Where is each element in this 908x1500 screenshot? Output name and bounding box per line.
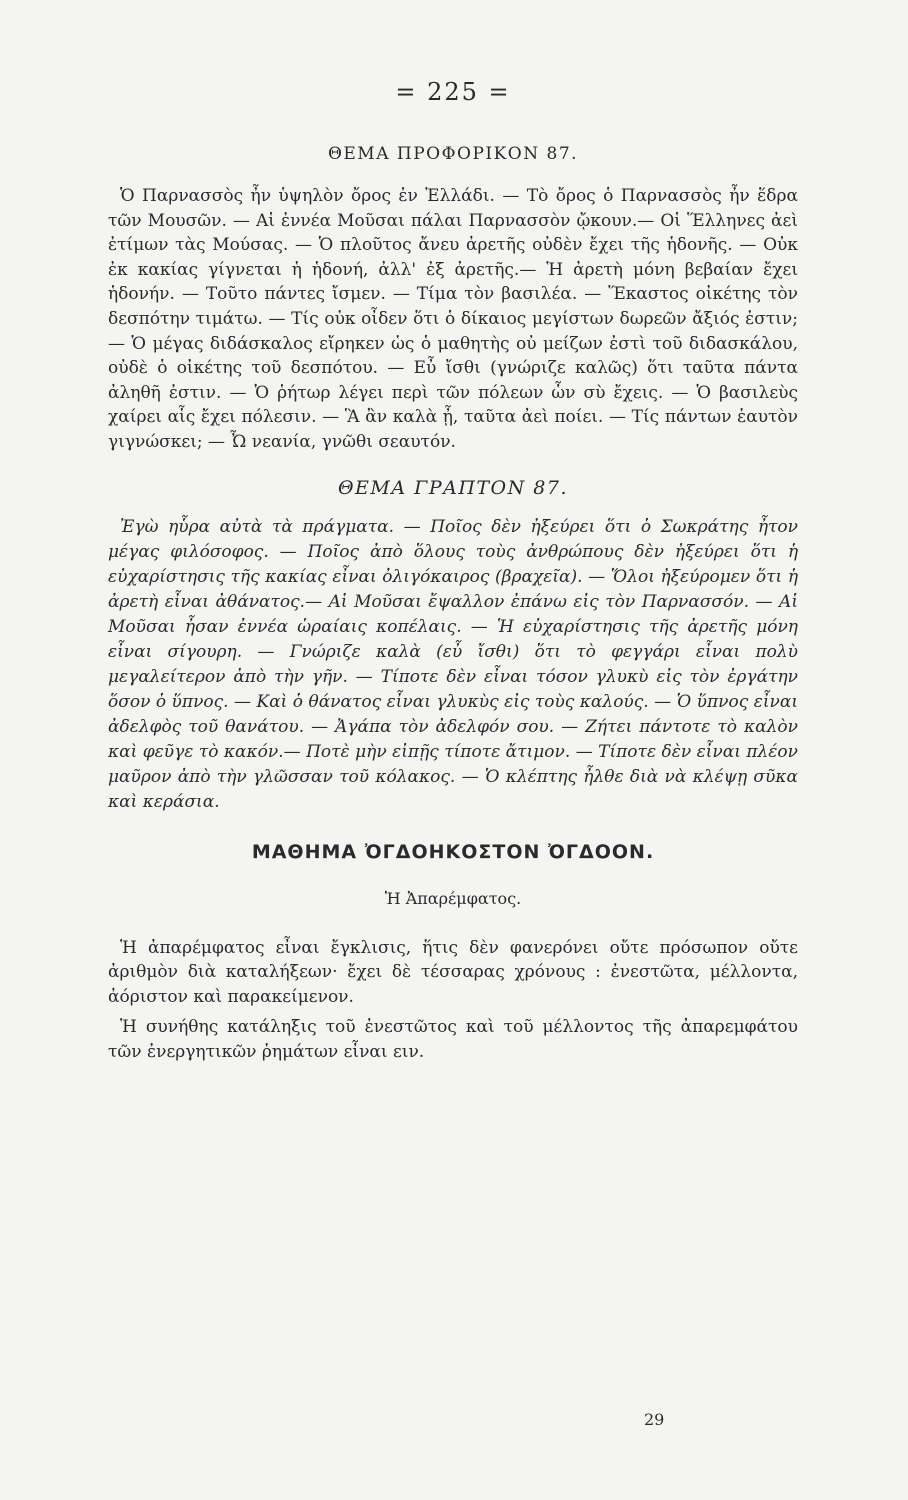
lesson-paragraph-2: Ἡ συνήθης κατάληξις τοῦ ἐνεστῶτος καὶ τοῦ μέλλοντος τῆς ἀπαρεμφάτου τῶν ἐνεργητικῶν ῥημάτων εἶναι ειν. — [108, 1017, 798, 1062]
document-page — [108, 68, 798, 1071]
oral-section-text: Ὁ Παρνασσὸς ἦν ὑψηλὸν ὄρος ἐν Ἑλλάδι. — Τὸ ὄρος ὁ Παρνασσὸς ἦν ἕδρα τῶν Μουσῶν. — Αἱ ἐννέα Μοῦσαι πάλαι Παρνασσὸν ᾤκουν.— Οἱ Ἕλληνες ἀεὶ ἐτίμων τὰς Μούσας. — Ὁ πλοῦτος ἄνευ ἀρετῆς οὐδὲν ἔχει τῆς ἡδονῆς. — Οὐκ ἐκ κακίας γίγνεται ἡ ἡδονή, ἀλλ' ἐξ ἀρετῆς.— Ἡ ἀρετὴ μόνη βεβαίαν ἔχει ἡδονήν. — Τοῦτο πάντες ἴσμεν. — Τίμα τὸν βασιλέα. — Ἕκαστος οἰκέτης τὸν δεσπότην τιμάτω. — Τίς οὐκ οἶδεν ὅτι ὁ δίκαιος μεγίστων δωρεῶν ἄξιός ἐστιν; — Ὁ μέγας διδάσκαλος εἴρηκεν ὡς ὁ μαθητὴς οὐ μείζων ἐστὶ τοῦ διδασκάλου, οὐδὲ ὁ οἰκέτης τοῦ δεσπότου. — Εὖ ἴσθι (γνώριζε καλῶς) ὅτι ταῦτα πάντα ἀληθῆ ἐστιν. — Ὁ ῥήτωρ λέγει περὶ τῶν πόλεων ὧν σὺ ἔχεις. — Ὁ βασιλεὺς χαίρει αἷς ἔχει πόλεσιν. — Ἃ ἂν καλὰ ᾖ, ταῦτα ἀεὶ ποίει. — Τίς πάντων ἑαυτὸν γιγνώσκει; — Ὦ νεανία, γνῶθι σεαυτόν. — [108, 186, 798, 452]
page-number: = 225 = — [395, 78, 511, 106]
lesson-paragraph-1: Ἡ ἀπαρέμφατος εἶναι ἔγκλισις, ἥτις δὲν φανερόνει οὔτε πρόσωπον οὔτε ἀριθμὸν διὰ καταλήξεων· ἔχει δὲ τέσσαρας χρόνους : ἐνεστῶτα, μέλλοντα, ἀόριστον καὶ παρακείμενον. — [108, 937, 798, 1007]
written-section-title: ΘΕΜΑ ΓΡΑΠΤΟΝ 87. — [337, 476, 569, 499]
lesson-subtitle: Ἡ Ἀπαρέμφατος. — [384, 888, 522, 908]
oral-section-title: ΘΕΜΑ ΠΡΟΦΟΡΙΚΟΝ 87. — [327, 144, 579, 164]
lesson-title: ΜΑΘΗΜΑ ὈΓΔΟΗΚΟΣΤΟΝ ὈΓΔΟΟΝ. — [251, 840, 655, 863]
written-section-text: Ἐγὼ ηὗρα αὐτὰ τὰ πράγματα. — Ποῖος δὲν ἠξεύρει ὅτι ὁ Σωκράτης ἦτον μέγας φιλόσοφος. — Ποῖος ἀπὸ ὅλους τοὺς ἀνθρώπους δὲν ἠξεύρει ὅτι ἡ εὐχαρίστησις τῆς κακίας εἶναι ὀλιγόκαιρος (βραχεῖα). — Ὅλοι ἠξεύρομεν ὅτι ἡ ἀρετὴ εἶναι ἀθάνατος.— Αἱ Μοῦσαι ἔψαλλον ἐπάνω εἰς τὸν Παρνασσόν. — Αἱ Μοῦσαι ἦσαν ἐννέα ὡραίαις κοπέλαις. — Ἡ εὐχαρίστησις τῆς ἀρετῆς μόνη εἶναι σίγουρη. — Γνώριζε καλὰ (εὖ ἴσθι) ὅτι τὸ φεγγάρι εἶναι πολὺ μεγαλείτερον ἀπὸ τὴν γῆν. — Τίποτε δὲν εἶναι τόσον γλυκὺ εἰς τὸν ἐργάτην ὅσον ὁ ὕπνος. — Καὶ ὁ θάνατος εἶναι γλυκὺς εἰς τοὺς καλούς. — Ὁ ὕπνος εἶναι ἀδελφὸς τοῦ θανάτου. — Ἀγάπα τὸν ἀδελφόν σου. — Ζήτει πάντοτε τὸ καλὸν καὶ φεῦγε τὸ κακόν.— Ποτὲ μὴν εἰπῇς τίποτε ἄτιμον. — Τίποτε δὲν εἶναι πλέον μαῦρον ἀπὸ τὴν γλῶσσαν τοῦ κόλακος. — Ὁ κλέπτης ἦλθε διὰ νὰ κλέψῃ σῦκα καὶ κεράσια. — [108, 516, 798, 812]
signature-mark: 29 — [644, 1410, 665, 1429]
